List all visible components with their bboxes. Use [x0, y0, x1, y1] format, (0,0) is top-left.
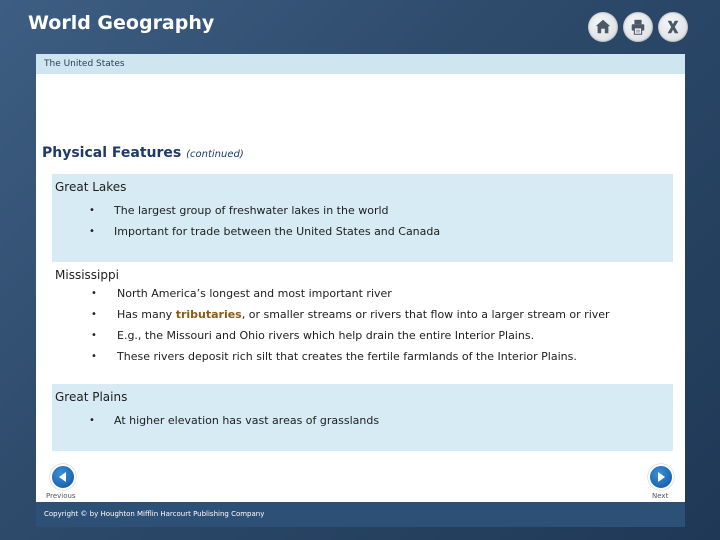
bullet-list — [55, 200, 673, 242]
next-label[interactable]: Next — [652, 492, 669, 500]
previous-button[interactable] — [50, 464, 76, 490]
top-toolbar — [588, 12, 688, 42]
bullet-item: • The largest group of freshwater lakes in the world — [55, 200, 673, 221]
home-icon — [594, 18, 612, 36]
highlight-term: tributaries — [175, 308, 242, 321]
next-button[interactable] — [648, 464, 674, 490]
section-title: Great Lakes — [55, 180, 127, 194]
heading-subtitle: (continued) — [186, 149, 244, 160]
section-great-lakes — [52, 174, 673, 262]
bullet-item: • At higher elevation has vast areas of grasslands — [55, 410, 673, 431]
bullet-item: • Important for trade between the United States and Canada — [55, 221, 673, 242]
close-icon — [664, 18, 682, 36]
print-icon — [629, 18, 647, 36]
bullet-text: Has many — [117, 308, 176, 321]
arrow-right-icon — [655, 471, 667, 483]
print-button[interactable] — [623, 12, 653, 42]
close-button[interactable] — [658, 12, 688, 42]
bullet-item: • These rivers deposit rich silt that creates the fertile farmlands of the Interior Plains. — [55, 346, 673, 367]
bullet-item: • North America’s longest and most important river — [55, 283, 673, 304]
bullet-list — [55, 283, 673, 367]
home-button[interactable] — [588, 12, 618, 42]
previous-label[interactable]: Previous — [46, 492, 76, 500]
heading-main: Physical Features — [42, 145, 182, 161]
arrow-left-icon — [57, 471, 69, 483]
section-mississippi — [52, 262, 673, 382]
app-title: World Geography — [28, 12, 215, 34]
section-title: Mississippi — [55, 268, 119, 282]
section-title: Great Plains — [55, 390, 128, 404]
section-great-plains — [52, 384, 673, 451]
page-heading — [42, 145, 244, 161]
bullet-text: , or smaller streams or rivers that flow into a larger stream or river — [241, 308, 610, 321]
copyright-footer: Copyright © by Houghton Mifflin Harcourt Publishing Company — [36, 502, 685, 527]
bullet-item: • E.g., the Missouri and Ohio rivers which help drain the entire Interior Plains. — [55, 325, 673, 346]
bullet-item — [55, 304, 673, 325]
bullet-list — [55, 410, 673, 431]
breadcrumb: The United States — [36, 54, 685, 74]
content-area — [36, 74, 685, 502]
